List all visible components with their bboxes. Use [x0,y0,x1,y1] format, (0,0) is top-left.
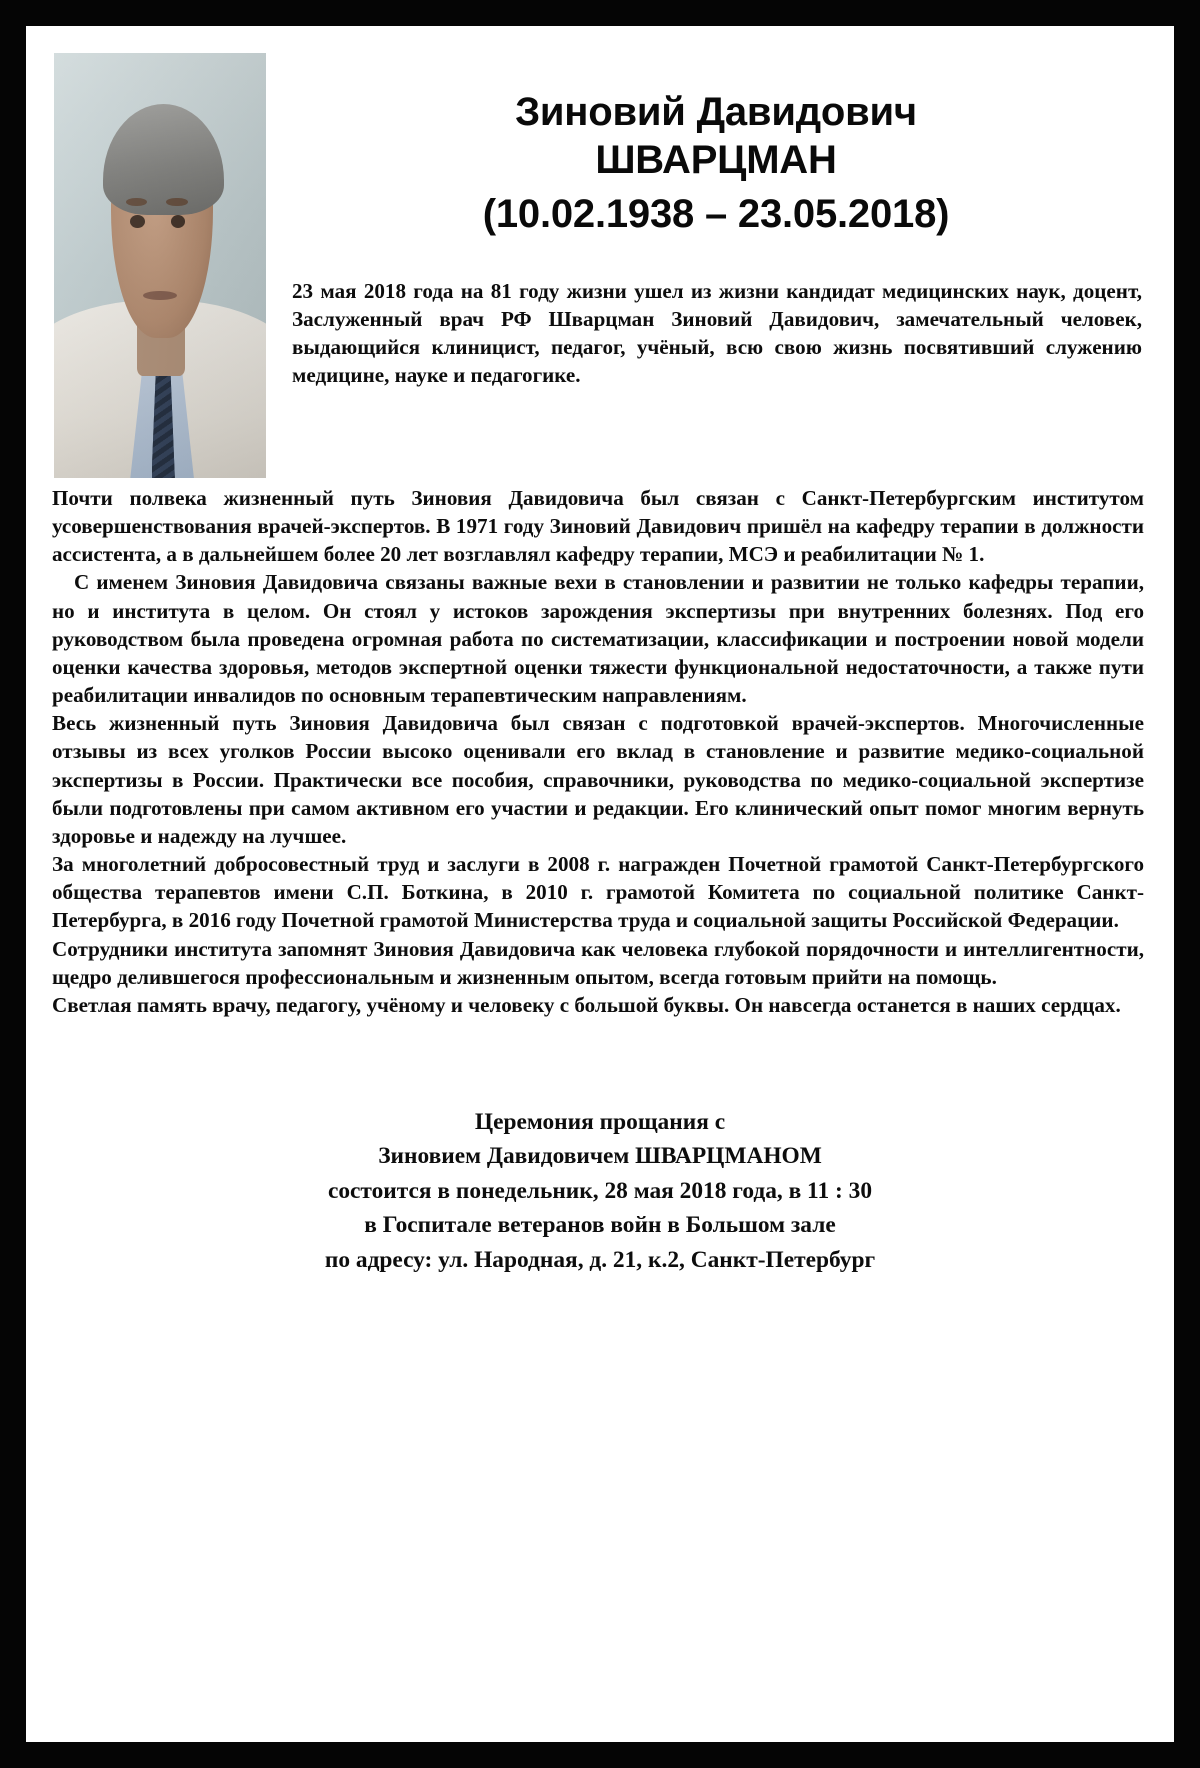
portrait-eyebrow-right [166,198,187,207]
obituary-body [52,484,1148,1019]
portrait-eye-left [130,215,145,228]
portrait-eyebrow-left [126,198,147,207]
intro-paragraph: 23 мая 2018 года на 81 году жизни ушел из жизни кандидат медицинских наук, доцент, Заслуженный врач РФ Шварцман Зиновий Давидович, замечательный человек, выдающийся клиницист, педагог, учёный, всю свою жизнь посвятивший служению медицине, науке и педагогике. [292,278,1142,388]
portrait-eye-right [171,215,186,228]
ceremony-details [52,1105,1148,1277]
body-paragraph: Сотрудники института запомнят Зиновия Давидовича как человека глубокой порядочности и интеллигентности, щедро делившегося профессиональным и жизненным опытом, всегда готовым прийти на помощь. [52,936,1144,989]
ceremony-line-4: в Госпитале ветеранов войн в Большом зале [364,1212,836,1239]
ceremony-line-5: по адресу: ул. Народная, д. 21, к.2, Санкт-Петербург [324,1246,876,1273]
ceremony-line-1: Церемония прощания с [474,1108,726,1135]
body-paragraph: Весь жизненный путь Зиновия Давидовича был связан с подготовкой врачей-экспертов. Многочисленные отзывы из всех уголков России высоко оценивали его вклад в становление и развитие медико-социальной экспертизы в России. Практически все пособия, справочники, руководства по медико-социальной экспертизе были подготовлены при самом активном его участии и редакции. Его клинический опыт помог многим вернуть здоровье и надежду на лучшее. [52,711,1144,848]
body-paragraph: За многолетний добросовестный труд и заслуги в 2008 г. награжден Почетной грамотой Санкт-Петербургского общества терапевтов имени С.П. Боткина, в 2010 г. грамотой Комитета по социальной политике Санкт-Петербурга, в 2016 году Почетной грамотой Министерства труда и социальной защиты Российской Федерации. [52,852,1144,933]
obituary-sheet [26,26,1174,1742]
life-dates: (10.02.1938 – 23.05.2018) [482,191,950,236]
ceremony-line-2: Зиновием Давидовичем ШВАРЦМАНОМ [378,1143,822,1170]
body-paragraph: С именем Зиновия Давидовича связаны важные вехи в становлении и развитии не только кафедры терапии, но и института в целом. Он стоял у истоков зарождения экспертизы при внутренних болезнях. Под его руководством была проведена огромная работа по систематизации, классификации и построении новой модели оценки качества здоровья, методов экспертной оценки тяжести функциональной недостаточности, а также пути реабилитации инвалидов по основным терапевтическим направлениям. [52,570,1144,708]
body-paragraph: Светлая память врачу, педагогу, учёному и человеку с большой буквы. Он навсегда останется в наших сердцах. [52,992,1121,1017]
deceased-first-patronymic: Зиновий Давидович [515,90,917,134]
ceremony-line-3: состоится в понедельник, 28 мая 2018 года, в 11 : 30 [327,1177,873,1204]
deceased-surname: ШВАРЦМАН [595,138,837,182]
portrait-photo [54,53,266,478]
body-paragraph: Почти полвека жизненный путь Зиновия Давидовича был связан с Санкт-Петербургским институтом усовершенствования врачей-экспертов. В 1971 году Зиновий Давидович пришёл на кафедру терапии в должности ассистента, а в дальнейшем более 20 лет возглавлял кафедру терапии, МСЭ и реабилитации № 1. [52,486,1144,567]
